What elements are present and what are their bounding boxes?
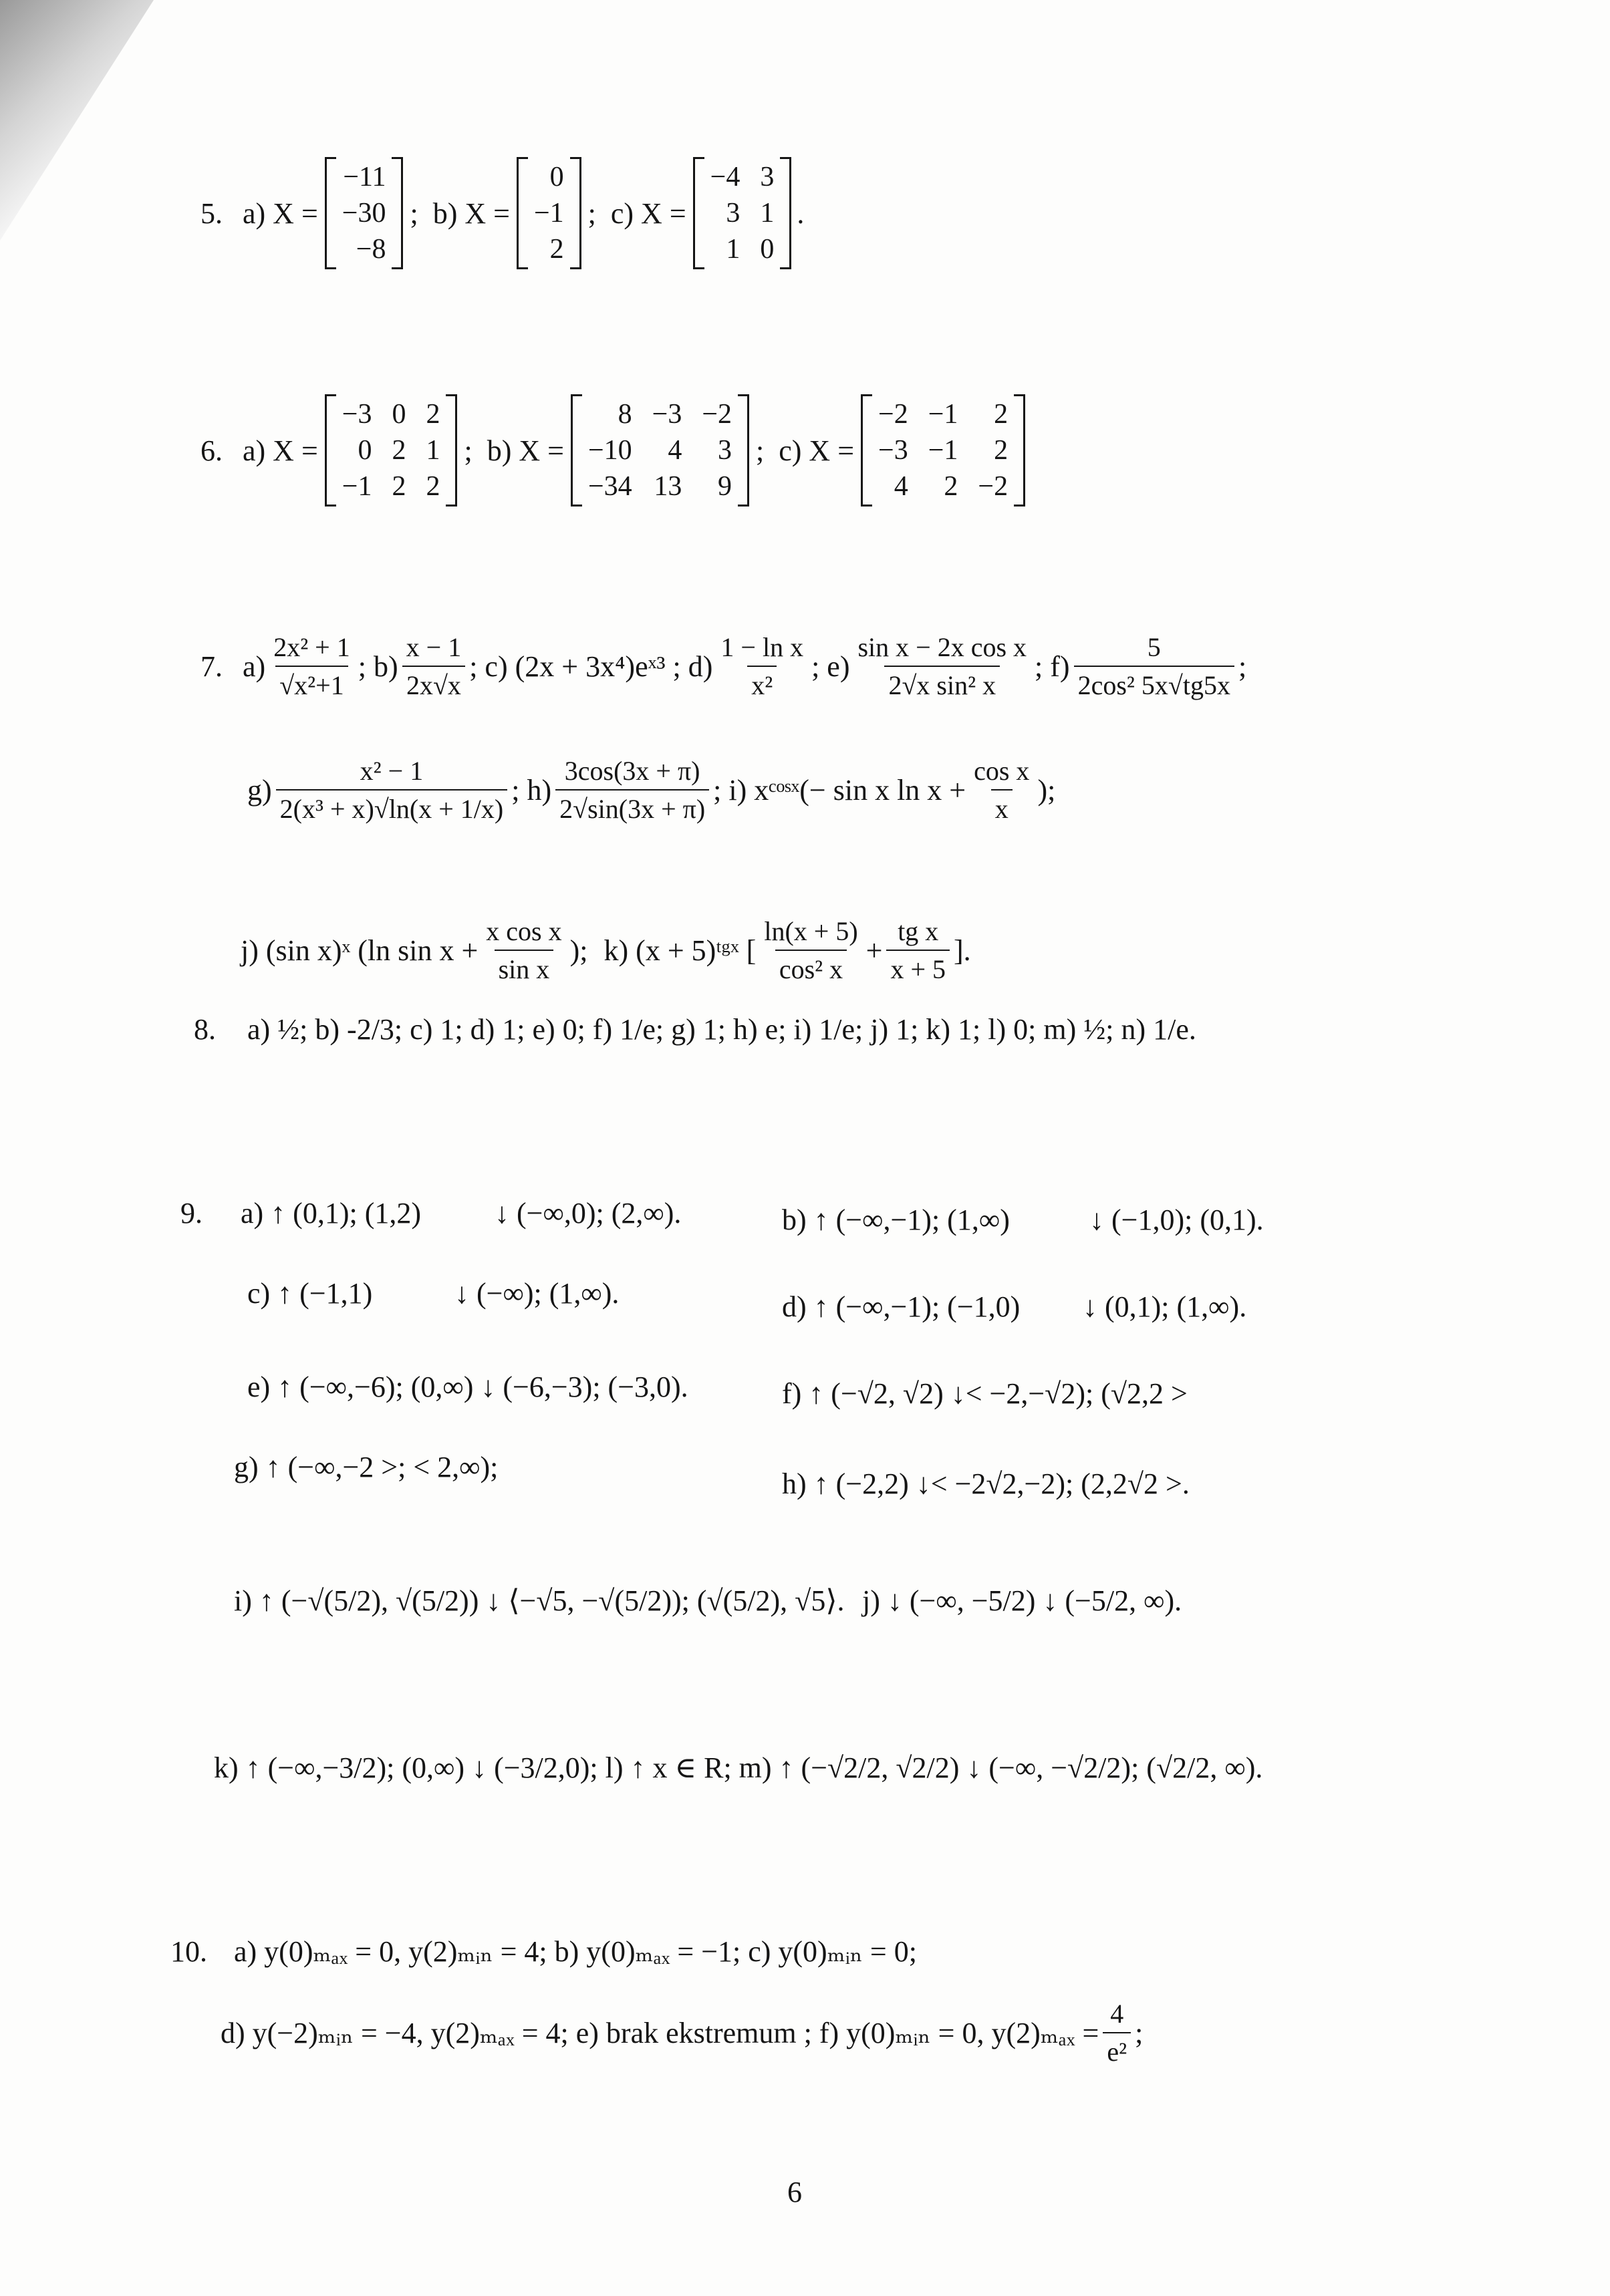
exercise-9b-increasing: b) ↑ (−∞,−1); (1,∞) [782, 1203, 1010, 1236]
exercise-9a-increasing: a) ↑ (0,1); (1,2) [241, 1197, 422, 1230]
numerator: 3cos(3x + π) [564, 756, 700, 786]
exercise-9j: j) ↓ (−∞, −5/2) ↓ (−5/2, ∞). [862, 1584, 1182, 1617]
exercise-7-line-2 [247, 755, 1055, 825]
matrix-cell: −30 [342, 198, 386, 229]
exercise-9e: e) ↑ (−∞,−6); (0,∞) ↓ (−6,−3); (−3,0). [247, 1371, 688, 1403]
exercise-9a-decreasing: ↓ (−∞,0); (2,∞). [495, 1197, 682, 1230]
matrix-cell: 2 [426, 399, 440, 430]
matrix-cell: −34 [587, 471, 632, 502]
fraction-7g [276, 755, 508, 825]
matrix-cell: −3 [652, 399, 682, 430]
matrix-cell: 0 [392, 399, 406, 430]
numerator: x² − 1 [360, 756, 424, 786]
matrix-cell: −2 [878, 399, 908, 430]
matrix-cell: 0 [760, 234, 775, 265]
page-number: 6 [787, 2176, 802, 2208]
numerator: 4 [1110, 1999, 1124, 2029]
fraction-7b [402, 631, 466, 701]
separator: ; [464, 434, 473, 467]
exercise-9h: h) ↑ (−2,2) ↓< −2√2,−2); (2,2√2 >. [782, 1467, 1190, 1500]
matrix-cell: 2 [994, 399, 1009, 430]
separator: ; [756, 434, 765, 467]
exercise-10-line-1: a) y(0)ₘₐₓ = 0, y(2)ₘᵢₙ = 4; b) y(0)ₘₐₓ = −1; c) y(0)ₘᵢₙ = 0; [234, 1935, 917, 1968]
numerator: x cos x [486, 916, 562, 946]
matrix-cell: 2 [392, 471, 406, 502]
separator: ; [410, 196, 418, 230]
matrix-cell: −8 [356, 234, 386, 265]
matrix-cell: 2 [994, 435, 1009, 466]
exercise-9f: f) ↑ (−√2, √2) ↓< −2,−√2); (√2,2 > [782, 1377, 1188, 1410]
exercise-6 [200, 394, 1025, 507]
numerator: cos x [974, 756, 1030, 786]
exercise-9d-decreasing: ↓ (0,1); (1,∞). [1083, 1290, 1247, 1323]
fraction-7k-2 [886, 915, 950, 985]
matrix-cell: 8 [618, 399, 632, 430]
part-j-text: j) (sin x)ˣ (ln sin x + [241, 934, 479, 967]
exercise-8-number: 8. [194, 1013, 216, 1046]
fraction-7j [482, 915, 565, 985]
part-b-label: ; b) [358, 650, 398, 683]
denominator: x + 5 [886, 950, 950, 985]
fraction-7h [555, 755, 709, 825]
fraction-7k-1 [760, 915, 861, 985]
matrix-cell: −1 [928, 435, 958, 466]
matrix-cell: −2 [702, 399, 732, 430]
exercise-number: 5. [200, 196, 223, 230]
matrix-cell: 2 [392, 435, 406, 466]
numerator: sin x − 2x cos x [857, 632, 1027, 662]
exercise-9k-l-m: k) ↑ (−∞,−3/2); (0,∞) ↓ (−3/2,0); l) ↑ x ∈ R; m) ↑ (−√2/2, √2/2) ↓ (−∞, −√2/2); (√2/2, ∞). [214, 1751, 1263, 1784]
numerator: ln(x + 5) [764, 916, 858, 946]
denominator: 2cos² 5x√tg5x [1074, 666, 1234, 701]
exercise-number: 7. [200, 650, 223, 683]
matrix-cell: 0 [549, 162, 564, 192]
matrix-cell: 2 [549, 234, 564, 265]
exercise-9i: i) ↑ (−√(5/2), √(5/2)) ↓ ⟨−√5, −√(5/2)); (√(5/2), √5⟩. [234, 1584, 845, 1617]
numerator: 2x² + 1 [273, 632, 350, 662]
matrix-cell: −10 [587, 435, 632, 466]
part-b-label: b) X = [487, 434, 564, 467]
scanned-page-corner [0, 0, 154, 241]
exercise-9c-decreasing: ↓ (−∞); (1,∞). [454, 1277, 620, 1310]
matrix-cell: −1 [928, 399, 958, 430]
exercise-8-answers: a) ½; b) -2/3; c) 1; d) 1; e) 0; f) 1/e; g) 1; h) e; i) 1/e; j) 1; k) 1; l) 0; m) ½; n) 1/e. [247, 1013, 1196, 1046]
exercise-7-line-3 [241, 915, 971, 985]
end-mark: ]. [954, 934, 971, 967]
matrix-cell: 1 [760, 198, 775, 229]
fraction-7i [970, 755, 1033, 825]
denominator: e² [1103, 2032, 1131, 2067]
part-f-label: ; f) [1035, 650, 1070, 683]
matrix-cell: 3 [726, 198, 741, 229]
exercise-10-number: 10. [170, 1935, 207, 1968]
matrix-cell: −11 [343, 162, 386, 192]
fraction-10f [1103, 1998, 1131, 2067]
numerator: 1 − ln x [720, 632, 804, 662]
matrix-5a [325, 157, 404, 269]
matrix-cell: 13 [654, 471, 682, 502]
matrix-cell: −1 [533, 198, 564, 229]
exercise-9c-increasing: c) ↑ (−1,1) [247, 1277, 373, 1310]
matrix-cell: −1 [342, 471, 372, 502]
exercise-number: 6. [200, 434, 223, 467]
fraction-7f [1074, 631, 1234, 701]
part-a-label: a) X = [243, 434, 318, 467]
matrix-5b [517, 157, 581, 269]
fraction-7a [269, 631, 354, 701]
plus-sign: + [865, 934, 883, 967]
matrix-cell: 3 [760, 162, 775, 192]
denominator: sin x [495, 950, 554, 985]
end-mark: ; [1238, 650, 1247, 683]
end-mark: ); [569, 934, 588, 967]
denominator: √x²+1 [275, 666, 348, 701]
fraction-7e [853, 631, 1031, 701]
matrix-cell: 1 [726, 234, 741, 265]
exercise-7-line-1 [200, 631, 1246, 701]
denominator: x² [747, 666, 777, 701]
part-c-label: c) X = [610, 196, 686, 230]
matrix-6b [571, 394, 749, 507]
exercise-9g: g) ↑ (−∞,−2 >; < 2,∞); [234, 1451, 499, 1483]
fraction-7d [716, 631, 807, 701]
matrix-cell: −3 [878, 435, 908, 466]
end-mark: . [797, 196, 805, 230]
part-i-text: ; i) xᶜᵒˢˣ(− sin x ln x + [713, 773, 966, 807]
matrix-cell: −4 [710, 162, 741, 192]
matrix-cell: 1 [426, 435, 440, 466]
numerator: tg x [898, 916, 939, 946]
numerator: 5 [1147, 632, 1161, 662]
part-k-text: k) (x + 5)ᵗᵍˣ [ [603, 934, 757, 967]
matrix-cell: 0 [358, 435, 372, 466]
denominator: 2x√x [402, 666, 465, 701]
end-mark: ; [1135, 2016, 1144, 2049]
part-b-label: b) X = [432, 196, 510, 230]
exercise-9-number: 9. [180, 1197, 203, 1230]
exercise-9b-decreasing: ↓ (−1,0); (0,1). [1089, 1203, 1264, 1236]
denominator: x [991, 789, 1013, 825]
matrix-cell: 2 [944, 471, 958, 502]
exercise-9d-increasing: d) ↑ (−∞,−1); (−1,0) [782, 1290, 1021, 1323]
part-a-label: a) X = [243, 196, 318, 230]
exercise-5 [200, 157, 804, 269]
denominator: 2√sin(3x + π) [555, 789, 709, 825]
exercise-10-line-2 [221, 1998, 1143, 2067]
part-c-text: ; c) (2x + 3x⁴)eˣ³ ; d) [469, 650, 713, 683]
matrix-cell: 9 [718, 471, 732, 502]
matrix-5c [693, 157, 792, 269]
matrix-cell: 4 [668, 435, 682, 466]
part-c-label: c) X = [779, 434, 855, 467]
matrix-6c [861, 394, 1025, 507]
part-g-label: g) [247, 773, 272, 807]
denominator: 2√x sin² x [884, 666, 1000, 701]
end-mark: ); [1037, 773, 1056, 807]
part-a-label: a) [243, 650, 266, 683]
matrix-cell: 2 [426, 471, 440, 502]
matrix-6a [325, 394, 458, 507]
matrix-cell: 3 [718, 435, 732, 466]
matrix-cell: −3 [342, 399, 372, 430]
matrix-cell: −2 [978, 471, 1009, 502]
matrix-cell: 4 [894, 471, 908, 502]
denominator: 2(x³ + x)√ln(x + 1/x) [276, 789, 508, 825]
part-h-label: ; h) [511, 773, 552, 807]
separator: ; [587, 196, 596, 230]
denominator: cos² x [775, 950, 847, 985]
line-text: d) y(−2)ₘᵢₙ = −4, y(2)ₘₐₓ = 4; e) brak ekstremum ; f) y(0)ₘᵢₙ = 0, y(2)ₘₐₓ = [221, 2016, 1099, 2049]
numerator: x − 1 [406, 632, 462, 662]
part-e-label: ; e) [811, 650, 850, 683]
